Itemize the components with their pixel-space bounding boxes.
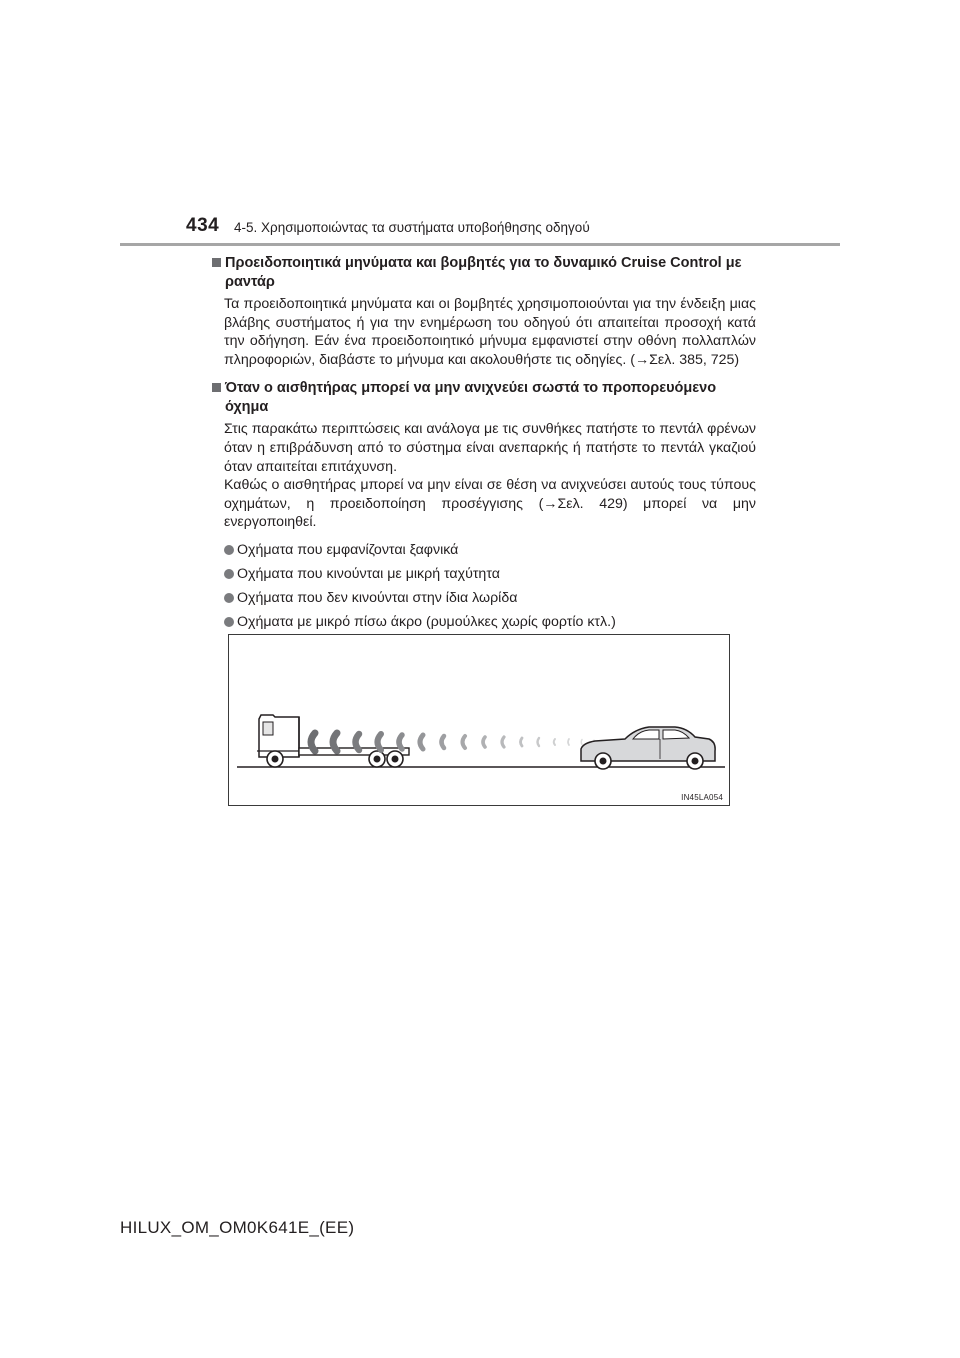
round-bullet-icon: [224, 617, 234, 627]
heading-text: Όταν ο αισθητήρας μπορεί να μην ανιχνεύει σωστά το προπορευόμενο όχημα: [225, 380, 717, 415]
illustration-svg: [229, 635, 731, 807]
illustration-radar-detection: [228, 634, 730, 806]
section-heading-warnings: [212, 254, 756, 291]
paragraph-sensor-2: Καθώς ο αισθητήρας μπορεί να μην είναι σε θέση να ανιχνεύσει αυτούς τους τύπους οχημάτων, η προειδοποίηση προσέγγισης (→Σελ. 429) μπορεί να μην ενεργοποιηθεί.: [224, 477, 756, 531]
list-item: Οχήματα που κινούνται με μικρή ταχύτητα: [224, 565, 756, 584]
vehicle-list: [224, 541, 756, 632]
page-content: [212, 254, 756, 637]
square-bullet-icon: [212, 383, 221, 392]
list-item: Οχήματα με μικρό πίσω άκρο (ρυμούλκες χωρίς φορτίο κτλ.): [224, 613, 756, 632]
footer-doc-id: HILUX_OM_OM0K641E_(EE): [120, 1218, 355, 1237]
list-item: Οχήματα που δεν κινούνται στην ίδια λωρίδα: [224, 589, 756, 608]
section-heading-sensor: [212, 379, 756, 416]
paragraph-warnings: Τα προειδοποιητικά μηνύματα και οι βομβητές χρησιμοποιούνται για την ένδειξη μιας βλάβης συστήματος ή για την ενημέρωση του οδηγού ότι απαιτείται προσοχή κατά την οδήγηση. Εάν ένα προειδοποιητικό μήνυμα εμφανιστεί στην οθόνη πολλαπλών πληροφοριών, διαβάστε το μήνυμα και ακολουθήστε τις οδηγίες. (→Σελ. 385, 725): [224, 296, 756, 368]
page-number: 434: [186, 215, 220, 236]
section-title: 4-5. Χρησιμοποιώντας τα συστήματα υποβοήθησης οδηγού: [234, 220, 590, 235]
paragraph-sensor: Στις παρακάτω περιπτώσεις και ανάλογα με τις συνθήκες πατήστε το πεντάλ φρένων όταν η επιβράδυνση από το σύστημα είναι ανεπαρκής ή πατήστε το πεντάλ γκαζιού όταν απαιτείται επιτάχυνση.: [224, 421, 756, 475]
round-bullet-icon: [224, 569, 234, 579]
list-item: Οχήματα που εμφανίζονται ξαφνικά: [224, 541, 756, 560]
sedan-car-icon: [581, 727, 715, 769]
round-bullet-icon: [224, 593, 234, 603]
round-bullet-icon: [224, 545, 234, 555]
header-divider: [120, 243, 840, 246]
heading-text: Προειδοποιητικά μηνύματα και βομβητές για το δυναμικό Cruise Control με ραντάρ: [225, 255, 742, 290]
figure-code: IN45LA054: [681, 793, 723, 802]
square-bullet-icon: [212, 258, 221, 267]
